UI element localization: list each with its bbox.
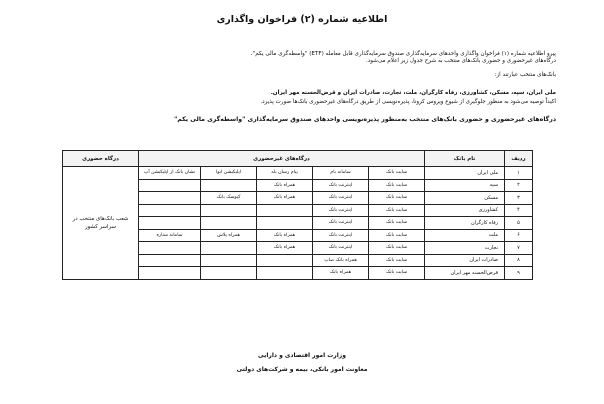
row-channel-cell xyxy=(139,204,201,217)
row-channel-cell: سامانه ستاره xyxy=(139,229,201,242)
row-channel-cell: سایت بانک xyxy=(369,229,425,242)
row-bank-name: قرض‌الحسنه مهر ایران xyxy=(425,267,505,280)
row-channel-cell: همراه پلاس xyxy=(201,229,257,242)
row-channel-cell xyxy=(201,267,257,280)
row-channel-cell: اینترنت بانک xyxy=(313,179,369,192)
row-index: ۱ xyxy=(505,167,533,180)
header-nonpresence-channels: درگاه‌های غیرحضوری xyxy=(139,151,425,167)
row-channel-cell xyxy=(201,179,257,192)
row-channel-cell: نشان بانک از اپلیکیشن آپ xyxy=(139,167,201,180)
row-channel-cell xyxy=(139,267,201,280)
row-channel-cell: سایت بانک xyxy=(369,254,425,267)
row-channel-cell xyxy=(257,217,313,230)
intro-paragraph-line-1: پیرو اطلاعیه شماره (۱) فراخوان واگذاری واحدهای سرمایه‌گذاری صندوق سرمایه‌گذاری قابل معامله (ETF) "واسطه‌گری مالی یکم"، xyxy=(250,51,556,57)
row-channel-cell: همراه بانک xyxy=(257,179,313,192)
row-channel-cell: اینترنت بانک xyxy=(313,242,369,255)
row-channel-cell: پیام رسان بله xyxy=(257,167,313,180)
row-channel-cell: اینترنت بانک xyxy=(313,204,369,217)
row-channel-cell: اپلیکیشن ابوا xyxy=(201,167,257,180)
page-title: اطلاعیه شماره (۲) فراخوان واگذاری xyxy=(216,14,388,25)
footer-ministry: وزارت امور اقتصادی و دارایی xyxy=(258,352,346,359)
bank-channels-table xyxy=(62,150,533,280)
row-channel-cell: سایت بانک xyxy=(369,192,425,205)
intro-paragraph-line-2: درگاه‌های غیرحضوری و حضوری بانک‌های منتخب به شرح جدول زیر اعلام می‌شود. xyxy=(365,58,556,64)
row-channel-cell: سایت بانک xyxy=(369,242,425,255)
row-bank-name: مسکن xyxy=(425,192,505,205)
row-channel-cell: سایت بانک xyxy=(369,217,425,230)
row-bank-name: کشاورزی xyxy=(425,204,505,217)
row-channel-cell: اینترنت بانک xyxy=(313,192,369,205)
row-bank-name: رفاه کارگران xyxy=(425,217,505,230)
row-index: ۶ xyxy=(505,229,533,242)
row-channel-cell: سایت بانک xyxy=(369,179,425,192)
row-channel-cell xyxy=(201,217,257,230)
row-index: ۸ xyxy=(505,254,533,267)
advisory-note: اکیداً توصیه می‌شود به منظور جلوگیری از شیوع ویروس کرونا، پذیره‌نویسی از طریق درگاه‌های غیرحضوری بانک‌ها صورت پذیرد. xyxy=(260,99,556,105)
presence-channel-cell: شعب بانک‌های منتخب در سراسر کشور xyxy=(63,167,139,280)
table-row xyxy=(63,167,533,180)
row-channel-cell: اینترنت بانک xyxy=(313,229,369,242)
row-channel-cell: همراه بانک xyxy=(257,242,313,255)
row-channel-cell: سامانه بام xyxy=(313,167,369,180)
row-channel-cell xyxy=(139,192,201,205)
row-channel-cell xyxy=(201,204,257,217)
footer-deputy: معاونت امور بانکی، بیمه و شرکت‌های دولتی xyxy=(236,366,368,373)
row-channel-cell: اینترنت بانک xyxy=(313,217,369,230)
row-channel-cell: همراه بانک xyxy=(313,267,369,280)
row-index: ۳ xyxy=(505,192,533,205)
row-index: ۵ xyxy=(505,217,533,230)
row-channel-cell xyxy=(257,267,313,280)
header-presence-channel: درگاه حضوری xyxy=(63,151,139,167)
table-caption: درگاه‌های غیرحضوری و حضوری بانک‌های منتخب به‌منظور پذیره‌نویسی واحدهای صندوق سرمایه‌گذاری "واسطه‌گری مالی یکم" xyxy=(174,116,556,123)
row-index: ۴ xyxy=(505,204,533,217)
row-channel-cell xyxy=(139,254,201,267)
row-channel-cell xyxy=(139,217,201,230)
selected-banks-list: ملی ایران، سپه، مسکن، کشاورزی، رفاه کارگران، ملت، تجارت، صادرات ایران و قرض‌الحسنه مهر ایران. xyxy=(270,90,556,96)
row-channel-cell xyxy=(201,242,257,255)
row-channel-cell xyxy=(257,254,313,267)
row-bank-name: سپه xyxy=(425,179,505,192)
header-bank-name: نام بانک xyxy=(425,151,505,167)
row-index: ۲ xyxy=(505,179,533,192)
row-channel-cell xyxy=(139,242,201,255)
row-channel-cell: سایت بانک xyxy=(369,167,425,180)
row-channel-cell: سایت بانک xyxy=(369,204,425,217)
selected-banks-heading: بانک‌های منتخب عبارتند از: xyxy=(494,72,556,78)
row-bank-name: ملت xyxy=(425,229,505,242)
row-bank-name: ملی ایران xyxy=(425,167,505,180)
row-channel-cell: سایت بانک xyxy=(369,267,425,280)
row-channel-cell xyxy=(201,254,257,267)
row-channel-cell xyxy=(257,204,313,217)
row-channel-cell: همراه بانک صاپ xyxy=(313,254,369,267)
row-channel-cell: همراه بانک xyxy=(257,192,313,205)
header-index: ردیف xyxy=(505,151,533,167)
row-index: ۷ xyxy=(505,242,533,255)
row-bank-name: تجارت xyxy=(425,242,505,255)
row-channel-cell: کیوسک بانک xyxy=(201,192,257,205)
row-index: ۹ xyxy=(505,267,533,280)
row-channel-cell xyxy=(139,179,201,192)
row-bank-name: صادرات ایران xyxy=(425,254,505,267)
row-channel-cell: همراه بانک xyxy=(257,229,313,242)
table-header-row xyxy=(63,151,533,167)
